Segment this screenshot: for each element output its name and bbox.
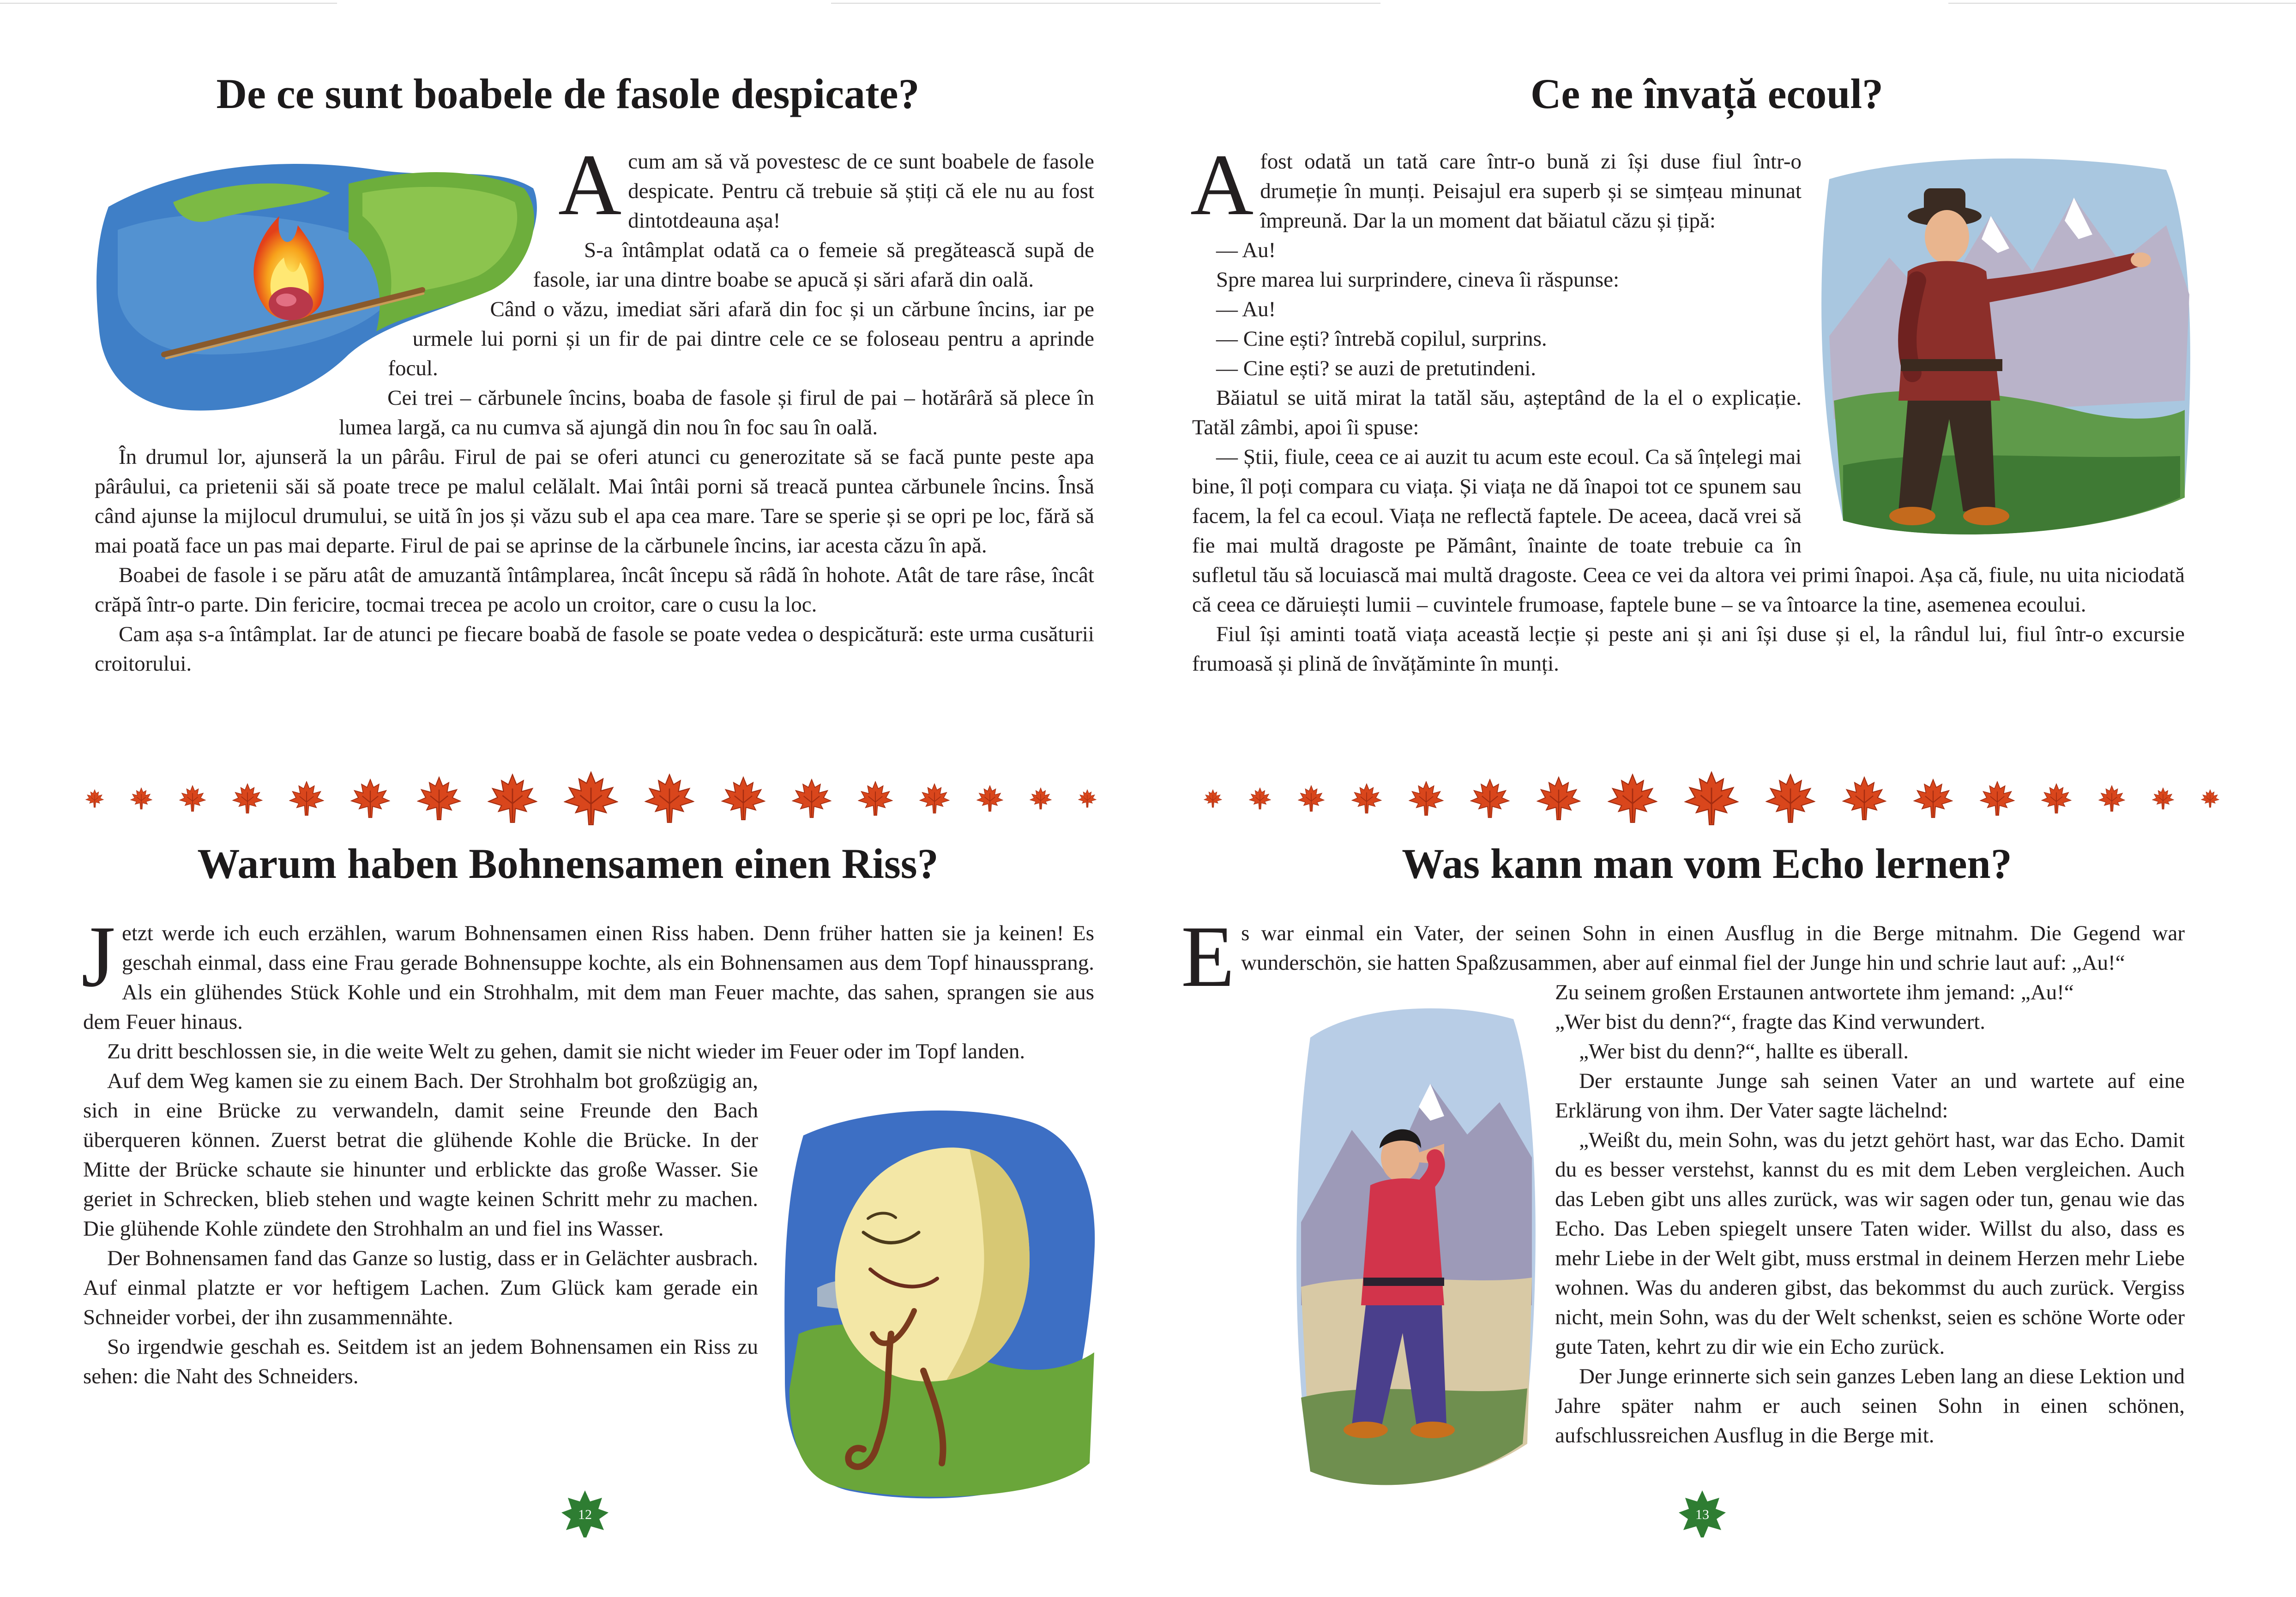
maple-leaf-icon <box>1298 785 1325 812</box>
drop-cap: A <box>1190 137 1254 234</box>
maple-leaf-icon <box>1684 771 1739 826</box>
green-leaf-page-number-icon <box>1677 1489 1728 1539</box>
maple-leaf-icon <box>1913 779 1953 818</box>
maple-leaf-icon <box>232 783 263 814</box>
maple-leaf-icon <box>85 789 104 808</box>
burning-bean-by-stream-illustration <box>90 138 547 424</box>
maple-leaf-icon <box>1608 774 1657 823</box>
story-paragraph: Afost odată un tată care într-o bună zi își duse fiul într-o drumeție în munți. Peisajul era superb și se simțeau minunat împreună. Dar la un moment dat băiatul căzu și țipă: <box>1190 137 1802 234</box>
story-paragraph: Cam așa s-a întâmplat. Iar de atunci pe fiecare boabă de fasole se poate vedea o despicătură: este urma cusăturii croitorului. <box>95 622 1094 676</box>
drop-cap: J <box>81 908 115 1005</box>
maple-leaf-icon <box>1980 781 2015 816</box>
maple-leaf-icon <box>488 774 537 823</box>
story-paragraph: „Wer bist du denn?“, hallte es überall. <box>1579 1039 1909 1063</box>
green-leaf-page-number-icon <box>560 1489 610 1539</box>
maple-leaf-icon <box>179 785 206 812</box>
story-title-ro-left: De ce sunt boabele de fasole despicate? <box>216 70 920 117</box>
story-title-de-right: Was kann man vom Echo lernen? <box>1402 840 2012 887</box>
story-paragraph: Der erstaunte Junge sah seinen Vater an und wartete auf eine Erklärung von ihm. Der Vater sagte lächelnd: <box>1555 1069 2185 1123</box>
story-body-ro-right <box>1190 137 2185 678</box>
story-paragraph: Cei trei – cărbunele încins, boaba de fasole și firul de pai – hotărâră să plece în lumea largă, ca nu cumva să ajungă din nou în foc sau în oală. <box>338 386 1094 439</box>
story-paragraph: Acum am să vă povestesc de ce sunt boabele de fasole despicate. Pentru că trebuie să știți că ele nu au fost dintotdeauna așa! <box>558 137 1094 234</box>
story-paragraph: — Știi, fiule, ceea ce ai auzit tu acum este ecoul. Ca să înțelegi mai bine, îl poți compara cu viața. Și viața ne dă înapoi tot ce spunem sau facem, la fel ca ecoul. Viața ne reflectă faptele. De aceea, dacă vrei să fie mai multă dragoste pe Pământ, înainte de toate trebuie ca în sufletul tău să locuiască mai multă dragoste. Ceea ce vei da altora vei primi înapoi. Așa că, fiule, nu uita niciodată că ceea ce dăruiești lumii – cuvintele frumoase, faptele bune – se va întoarce la tine, asemenea ecoului. <box>1192 445 2185 617</box>
maple-leaf-icon <box>1537 776 1581 821</box>
maple-leaf-icon <box>2098 785 2125 812</box>
maple-leaf-icon <box>919 783 950 814</box>
story-title-ro-right: Ce ne învață ecoul? <box>1530 70 1884 117</box>
maple-leaf-icon <box>1351 783 1382 814</box>
story-paragraph: Când o văzu, imediat sări afară din foc și un cărbune încins, iar pe urmele lui porni și un fir de pai dintre cele ce se foloseau pentru a aprinde focul. <box>388 297 1094 380</box>
maple-leaf-icon <box>1249 787 1271 810</box>
right-page <box>1148 0 2296 1597</box>
maple-leaf-icon <box>1030 787 1052 810</box>
maple-leaf-icon <box>1409 781 1444 816</box>
story-paragraph: — Cine ești? se auzi de pretutindeni. <box>1216 356 1537 380</box>
story-paragraph: Es war einmal ein Vater, der seinen Sohn in einen Ausflug in die Berge mitnahm. Die Gegend war wunderschön, sie hatten Spaßzusammen, aber auf einmal fiel der Junge hin und schrie laut auf: „Au!“ <box>1181 908 2185 1005</box>
story-paragraph: — Cine ești? întrebă copilul, surprins. <box>1216 327 1547 351</box>
story-paragraph: Jetzt werde ich euch erzählen, warum Bohnensamen einen Riss haben. Denn früher hatten sie ja keinen! Es geschah einmal, dass eine Frau gerade Bohnensuppe kochte, als ein Bohnensamen aus dem Topf hinaussprang. Als ein glühendes Stück Kohle und ein Strohhalm, mit dem man Feuer machte, das sahen, sprangen sie aus dem Feuer hinaus. <box>81 908 1094 1034</box>
maple-leaf-icon <box>2041 783 2072 814</box>
story-paragraph: Boabei de fasole i se păru atât de amuzantă întâmplarea, încât începu să râdă în hohote. Atât de tare râse, încât crăpă într-o parte. Din fericire, tocmai trecea pe acolo un croitor, care o cusu la loc. <box>95 563 1094 617</box>
story-paragraph: Băiatul se uită mirat la tatăl său, așteptând de la el o explicație. Tatăl zâmbi, apoi îi spuse: <box>1192 386 1802 439</box>
maple-leaf-icon <box>350 779 390 818</box>
story-paragraph: So irgendwie geschah es. Seitdem ist an jedem Bohnensamen ein Riss zu sehen: die Naht des Schneiders. <box>83 1335 758 1388</box>
story-body-de-right <box>1181 908 2185 1504</box>
maple-leaf-icon <box>1470 779 1510 818</box>
boy-pointing-at-mountains-illustration <box>1815 142 2199 548</box>
boy-calling-in-mountains-illustration <box>1283 982 1541 1504</box>
drop-cap: E <box>1181 908 1235 1005</box>
page-number: 12 <box>578 1507 592 1522</box>
story-paragraph: — Au! <box>1216 297 1276 321</box>
maple-leaf-icon <box>1078 789 1097 808</box>
drop-cap: A <box>558 137 622 234</box>
maple-leaf-icon <box>417 776 461 821</box>
maple-leaf-divider <box>1204 768 2219 829</box>
page-number: 13 <box>1695 1507 1709 1522</box>
story-paragraph: S-a întâmplat odată ca o femeie să pregătească supă de fasole, iar una dintre boabe se apucă și sări afară din oală. <box>533 238 1094 292</box>
story-paragraph: Zu seinem großen Erstaunen antwortete ihm jemand: „Au!“ <box>1555 980 2074 1004</box>
maple-leaf-icon <box>976 785 1003 812</box>
maple-leaf-icon <box>792 779 832 818</box>
maple-leaf-divider <box>85 768 1097 829</box>
story-paragraph: — Au! <box>1216 238 1276 262</box>
story-paragraph: „Weißt du, mein Sohn, was du jetzt gehört hast, war das Echo. Damit du es besser verstehst, kannst du es mit dem Leben vergleichen. Auch das Leben gibt uns alles zurück, was wir sagen oder tun, genau wie das Echo. Das Leben spiegelt unsere Taten wider. Willst du also, dass es mehr Liebe in der Welt gibt, muss erstmal in deinem Herzen mehr Liebe wohnen. Was du anderen gibst, das bekommst du auch zurück. Vergiss nicht, mein Sohn, was du der Welt schenkst, seien es schöne Worte oder gute Taten, kehrt zu dir wie ein Echo zurück. <box>1555 1128 2185 1359</box>
story-paragraph: În drumul lor, ajunseră la un pârâu. Firul de pai se oferi atunci cu generozitate să se facă punte peste apa pârâului, ca prietenii săi să poate trece pe malul celălalt. Mai întâi porni să treacă puntea cărbunele încins. Însă când ajunse la mijlocul drumului, se uită în jos și văzu sub el apa cea mare. Tare se sperie și se opri pe loc, fără să mai poată face un pas mai departe. Firul de pai se aprinse de la cărbunele încins, iar acesta căzu în apă. <box>95 445 1094 558</box>
maple-leaf-icon <box>564 771 618 826</box>
maple-leaf-icon <box>1204 789 1222 808</box>
maple-leaf-icon <box>2201 789 2219 808</box>
story-paragraph: Fiul își aminti toată viața această lecție și peste ani și ani își duse și el, la rândul lui, fiul într-o excursie frumoasă și plină de învățăminte în munți. <box>1192 622 2185 676</box>
maple-leaf-icon <box>289 781 324 816</box>
maple-leaf-icon <box>1766 774 1815 823</box>
story-paragraph: Der Bohnensamen fand das Ganze so lustig, dass er in Gelächter ausbrach. Auf einmal platzte er vor heftigem Lachen. Zum Glück kam gerade ein Schneider vorbei, der ihn zusammennähte. <box>83 1246 758 1329</box>
maple-leaf-icon <box>1842 776 1886 821</box>
maple-leaf-icon <box>721 776 765 821</box>
maple-leaf-icon <box>130 787 152 810</box>
story-title-de-left: Warum haben Bohnensamen einen Riss? <box>197 840 939 887</box>
story-body-de-left <box>81 908 1094 1509</box>
story-body-ro-left <box>95 137 1094 678</box>
story-paragraph: Spre marea lui surprindere, cineva îi răspunse: <box>1216 268 1620 292</box>
story-paragraph: „Wer bist du denn?“, fragte das Kind verwundert. <box>1555 1010 1986 1034</box>
laughing-bean-with-straw-illustration <box>771 1094 1103 1509</box>
story-paragraph: Zu dritt beschlossen sie, in die weite Welt zu gehen, damit sie nicht wieder im Feuer oder im Topf landen. <box>107 1039 1025 1063</box>
maple-leaf-icon <box>2152 787 2174 810</box>
maple-leaf-icon <box>858 781 893 816</box>
story-paragraph: Auf dem Weg kamen sie zu einem Bach. Der Strohhalm bot großzügig an, sich in eine Brücke zu verwandeln, damit seine Freunde den Bach überqueren können. Zuerst betrat die glühende Kohle die Brücke. In der Mitte der Brücke schaute sie hinunter und erblickte das große Wasser. Sie geriet in Schrecken, blieb stehen und wagte keinen Schritt mehr zu machen. Die glühende Kohle zündete den Strohhalm an und fiel ins Wasser. <box>83 1069 758 1241</box>
maple-leaf-icon <box>645 774 694 823</box>
story-paragraph: Der Junge erinnerte sich sein ganzes Leben lang an diese Lektion und Jahre später nahm er auch seinen Sohn in einen schönen, aufschlussreichen Ausflug in die Berge mit. <box>1555 1364 2185 1447</box>
